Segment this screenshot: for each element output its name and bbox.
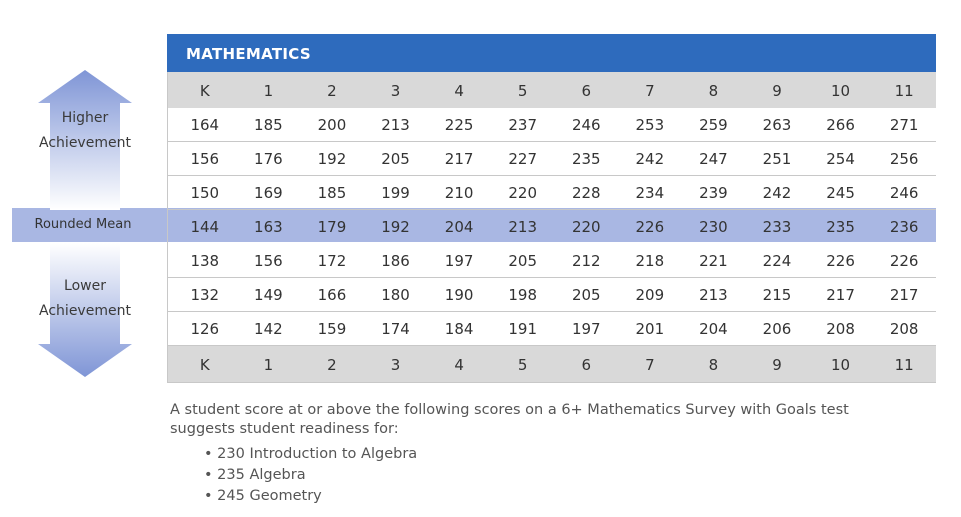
score-cell: 138 <box>190 252 220 270</box>
grade-header-cell: 1 <box>263 356 274 374</box>
grade-header-cell: 6 <box>581 82 592 100</box>
score-cell: 209 <box>635 286 665 304</box>
score-cell: 210 <box>444 184 474 202</box>
grade-header-cell: 6 <box>581 356 592 374</box>
score-cell: 206 <box>762 320 792 338</box>
score-cell: 217 <box>444 150 474 168</box>
score-cell: 213 <box>381 116 410 134</box>
score-cell: 164 <box>190 116 220 134</box>
grade-header-cell: 4 <box>454 356 464 374</box>
readiness-item: • 235 Algebra <box>204 465 417 486</box>
score-cell: 149 <box>254 286 283 304</box>
grade-header-cell: 7 <box>645 356 655 374</box>
score-cell: 166 <box>317 286 347 304</box>
score-cell: 204 <box>699 320 728 338</box>
score-cell: 184 <box>444 320 474 338</box>
score-cell: 256 <box>889 150 919 168</box>
score-cell: 226 <box>826 252 855 270</box>
score-row <box>167 312 936 346</box>
score-cell: 234 <box>635 184 665 202</box>
score-cell: 235 <box>571 150 601 168</box>
score-cell: 242 <box>635 150 665 168</box>
score-cell: 263 <box>762 116 792 134</box>
score-cell: 226 <box>889 252 919 270</box>
score-cell: 213 <box>699 286 728 304</box>
score-cell: 172 <box>317 252 347 270</box>
score-cell: 191 <box>508 320 537 338</box>
score-cell: 220 <box>571 218 601 236</box>
grade-header-top <box>167 72 936 108</box>
score-cell: 204 <box>444 218 474 236</box>
table-bottom-rule <box>167 382 936 383</box>
score-cell: 190 <box>444 286 474 304</box>
grade-header-cell: 4 <box>454 82 464 100</box>
score-cell: 199 <box>381 184 410 202</box>
lower-achievement-label: Lower Achievement <box>39 278 131 319</box>
score-cell: 205 <box>508 252 537 270</box>
grade-header-cell: 9 <box>772 82 782 100</box>
score-cell: 186 <box>381 252 410 270</box>
score-cell: 259 <box>699 116 728 134</box>
score-cell: 208 <box>826 320 855 338</box>
score-cell: 237 <box>508 116 537 134</box>
score-cell: 253 <box>635 116 665 134</box>
score-row <box>167 142 936 176</box>
score-cell: 227 <box>508 150 537 168</box>
score-cell: 180 <box>381 286 410 304</box>
score-cell: 200 <box>317 116 347 134</box>
score-cell: 246 <box>571 116 601 134</box>
mathematics-score-table <box>167 34 936 383</box>
score-cell: 205 <box>381 150 410 168</box>
grade-header-cell: K <box>199 356 210 374</box>
score-cell: 185 <box>254 116 283 134</box>
grade-header-cell: 10 <box>831 356 851 374</box>
score-cell: 212 <box>571 252 601 270</box>
score-cell: 271 <box>889 116 919 134</box>
readiness-item: • 230 Introduction to Algebra <box>204 444 417 465</box>
score-row <box>167 244 936 278</box>
grade-header-cell: 5 <box>517 356 528 374</box>
mean-score-row <box>167 210 936 244</box>
higher-achievement-label: Higher Achievement <box>39 110 131 151</box>
score-cell: 228 <box>571 184 601 202</box>
score-cell: 239 <box>699 184 728 202</box>
readiness-note: A student score at or above the following scores on a 6+ Mathematics Survey with Goals test suggests student readiness for: <box>170 402 849 437</box>
score-cell: 176 <box>254 150 283 168</box>
score-cell: 230 <box>699 218 728 236</box>
grade-header-cell: 2 <box>327 356 337 374</box>
score-cell: 251 <box>762 150 792 168</box>
grade-header-cell: 9 <box>772 356 782 374</box>
score-cell: 225 <box>444 116 474 134</box>
score-rows <box>167 108 936 346</box>
readiness-item: • 245 Geometry <box>204 486 417 507</box>
score-row <box>167 176 936 210</box>
score-cell: 132 <box>190 286 220 304</box>
score-cell: 198 <box>508 286 537 304</box>
score-cell: 266 <box>826 116 855 134</box>
score-cell: 247 <box>699 150 728 168</box>
score-cell: 236 <box>889 218 919 236</box>
score-cell: 220 <box>508 184 537 202</box>
score-cell: 163 <box>254 218 283 236</box>
score-cell: 245 <box>826 184 855 202</box>
score-cell: 213 <box>508 218 537 236</box>
score-cell: 221 <box>699 252 728 270</box>
score-cell: 217 <box>826 286 855 304</box>
grade-header-cell: 2 <box>327 82 337 100</box>
score-cell: 208 <box>889 320 919 338</box>
score-cell: 242 <box>762 184 792 202</box>
grade-header-cell: 8 <box>708 82 719 100</box>
grade-header-cell: 5 <box>517 82 528 100</box>
score-row <box>167 108 936 142</box>
grade-header-cell: 3 <box>390 356 401 374</box>
score-cell: 126 <box>190 320 220 338</box>
score-cell: 185 <box>317 184 347 202</box>
score-cell: 150 <box>190 184 220 202</box>
grade-header-cell: 3 <box>390 82 401 100</box>
grade-header-cell: 10 <box>831 82 851 100</box>
score-cell: 169 <box>254 184 283 202</box>
score-cell: 201 <box>635 320 665 338</box>
score-cell: 233 <box>762 218 792 236</box>
score-cell: 179 <box>317 218 347 236</box>
score-cell: 156 <box>190 150 220 168</box>
score-cell: 192 <box>381 218 410 236</box>
score-cell: 159 <box>317 320 347 338</box>
grade-header-cell: 8 <box>708 356 719 374</box>
score-cell: 235 <box>826 218 855 236</box>
score-cell: 246 <box>889 184 919 202</box>
grade-header-cell: 11 <box>894 356 914 374</box>
score-cell: 226 <box>635 218 665 236</box>
grade-header-bottom <box>167 346 936 382</box>
grade-header-cell: 1 <box>263 82 274 100</box>
score-cell: 217 <box>889 286 919 304</box>
score-cell: 215 <box>762 286 792 304</box>
grade-header-cell: K <box>199 82 210 100</box>
grade-header-cell: 11 <box>894 82 914 100</box>
score-cell: 156 <box>254 252 283 270</box>
score-cell: 197 <box>444 252 474 270</box>
readiness-list <box>204 444 417 507</box>
score-cell: 192 <box>317 150 347 168</box>
score-cell: 218 <box>635 252 665 270</box>
table-title: MATHEMATICS <box>167 34 936 72</box>
score-cell: 197 <box>571 320 601 338</box>
score-cell: 144 <box>190 218 220 236</box>
score-cell: 174 <box>381 320 410 338</box>
score-cell: 224 <box>762 252 792 270</box>
rounded-mean-label: Rounded Mean <box>34 217 132 232</box>
score-cell: 142 <box>254 320 283 338</box>
score-row <box>167 278 936 312</box>
grade-header-cell: 7 <box>645 82 655 100</box>
score-cell: 205 <box>571 286 601 304</box>
score-cell: 254 <box>826 150 855 168</box>
